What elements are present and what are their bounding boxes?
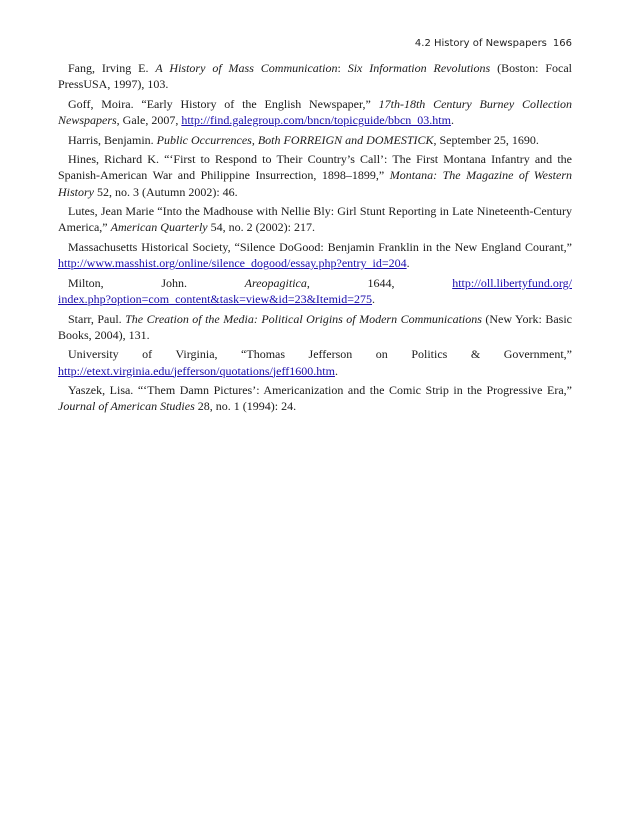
ref-title: Journal of American Studies — [58, 399, 195, 414]
ref-text: 54, no. 2 (2002): 217. — [207, 220, 315, 235]
ref-link[interactable]: http://find.galegroup.com/bncn/topicguide/bbcn_03.htm — [181, 113, 451, 127]
ref-link[interactable]: http://oll.libertyfund.org/ — [452, 275, 572, 290]
reference-list — [58, 60, 572, 418]
ref-text: Massachusetts Historical Society, “Silence DoGood: Benjamin Franklin in the New England Courant,” — [68, 239, 572, 254]
ref-title: The Creation of the Media: Political Origins of Modern Communications — [125, 311, 482, 326]
reference-hines — [58, 151, 572, 200]
ref-text: Lutes, Jean Marie “Into the Madhouse with Nellie Bly: Girl Stunt Reporting in Late Nineteenth-Century America,” — [58, 204, 572, 235]
reference-harris — [58, 132, 572, 148]
ref-text: , 1644, — [306, 275, 453, 290]
reference-fang — [58, 60, 572, 92]
ref-text: (Boston: Focal PressUSA, 1997), 103. — [58, 61, 573, 92]
ref-title: A History of Mass Communication — [155, 61, 338, 75]
ref-text: . — [450, 113, 454, 127]
reference-uva — [58, 346, 572, 378]
ref-text: , Gale, 2007, — [116, 113, 182, 127]
reference-lutes — [58, 203, 572, 235]
ref-text: Hines, Richard K. “‘First to Respond to Their Country’s Call’: The First Montana Infantry and the Spanish-American War and Philippine Insurrection, 1898–1899,” — [58, 152, 572, 183]
ref-text: University of Virginia, “Thomas Jefferson on Politics & Government,” — [68, 347, 572, 362]
ref-text: , September 25, 1690. — [433, 132, 539, 147]
ref-text: (New York: Basic Books, 2004), 131. — [58, 311, 572, 342]
ref-title: American Quarterly — [110, 220, 208, 235]
reference-goff — [58, 96, 572, 128]
ref-link[interactable]: http://etext.virginia.edu/jefferson/quotations/jeff1600.htm — [58, 363, 335, 378]
ref-text: Milton, John. — [68, 275, 245, 290]
ref-text: 28, no. 1 (1994): 24. — [194, 399, 297, 414]
ref-subtitle: Six Information Revolutions — [347, 61, 491, 75]
reference-yaszek — [58, 382, 572, 414]
ref-text: Fang, Irving E. — [68, 61, 156, 75]
ref-link-continued[interactable]: index.php?option=com_content&task=view&id=23&Itemid=275 — [58, 291, 373, 306]
ref-link-line — [58, 291, 572, 307]
ref-title: 17th-18th Century Burney Collection Newspapers — [58, 96, 572, 127]
ref-text: . — [334, 363, 338, 378]
ref-title: Areopagitica — [244, 275, 307, 290]
reference-milton — [58, 275, 572, 307]
reference-starr — [58, 311, 572, 343]
page-number: 166 — [552, 38, 572, 49]
ref-text: 52, no. 3 (Autumn 2002): 46. — [94, 184, 238, 199]
ref-link[interactable]: http://www.masshist.org/online/silence_dogood/essay.php?entry_id=204 — [58, 256, 407, 271]
running-header — [415, 38, 572, 49]
ref-title: Public Occurrences, Both FORREIGN and DOMESTICK — [156, 132, 434, 147]
ref-text: Starr, Paul. — [68, 311, 126, 326]
reference-mhs — [58, 239, 572, 271]
ref-title: Montana: The Magazine of Western History — [58, 168, 572, 199]
section-title: 4.2 History of Newspapers — [414, 38, 547, 49]
ref-text: . — [406, 256, 410, 271]
ref-text: . — [372, 291, 376, 306]
ref-text: : — [337, 61, 348, 75]
ref-text: Harris, Benjamin. — [68, 132, 157, 147]
ref-text: Yaszek, Lisa. “‘Them Damn Pictures’: Americanization and the Comic Strip in the Progressive Era,” — [68, 383, 572, 398]
ref-text: Goff, Moira. “Early History of the English Newspaper,” — [68, 96, 379, 111]
